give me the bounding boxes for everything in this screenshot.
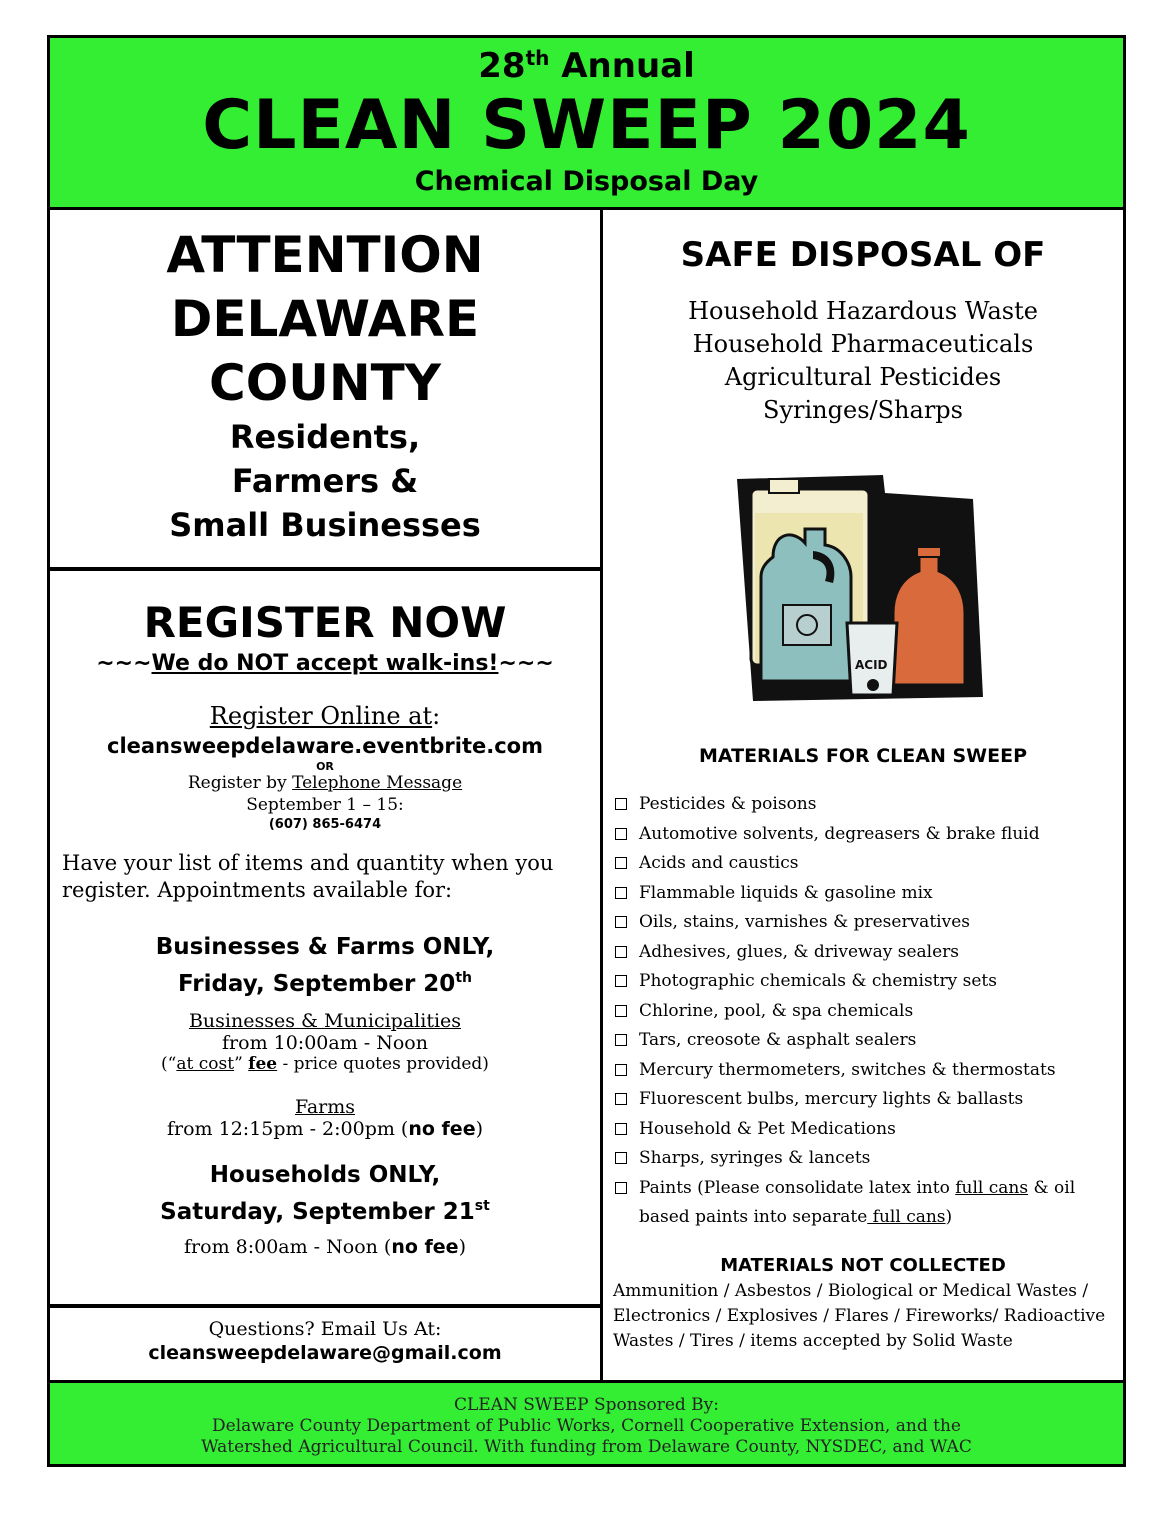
material-item: Photographic chemicals & chemistry sets — [615, 967, 1123, 997]
safe-disposal-item: Household Hazardous Waste — [688, 297, 1038, 325]
tilde-left: ~~~ — [96, 651, 152, 676]
material-item: Acids and caustics — [615, 849, 1123, 879]
questions-label: Questions? Email Us At: — [208, 1318, 442, 1340]
business-date-suffix: th — [455, 970, 472, 986]
acid-label: ACID — [855, 658, 888, 672]
annual-suffix: th — [525, 46, 550, 70]
paints-text: Paints (Please consolidate latex into — [639, 1177, 956, 1198]
muni-label: Businesses & Municipalities — [188, 1010, 462, 1032]
not-collected-heading: MATERIALS NOT COLLECTED — [720, 1255, 1006, 1276]
online-label: Register Online at — [209, 702, 433, 730]
phone-number: (607) 865-6474 — [268, 817, 382, 832]
audience-line: Residents, — [229, 418, 421, 456]
cost-rest: - price quotes provided) — [277, 1054, 489, 1074]
safe-disposal-list — [603, 295, 1123, 427]
household-close: ) — [458, 1236, 466, 1258]
online-colon: : — [432, 702, 441, 730]
footer-line: Watershed Agricultural Council. With funding from Delaware County, NYSDEC, and WAC — [201, 1437, 972, 1457]
household-heading-1: Households ONLY, — [209, 1162, 441, 1188]
business-heading-2 — [50, 963, 600, 1000]
materials-heading: MATERIALS FOR CLEAN SWEEP — [698, 745, 1028, 767]
paints-full-cans: full cans — [955, 1177, 1029, 1198]
cost-line — [50, 1054, 600, 1074]
event-title: CLEAN SWEEP 2024 — [202, 86, 971, 165]
household-fee: no fee — [391, 1236, 459, 1258]
material-item: Household & Pet Medications — [615, 1115, 1123, 1145]
cost-open: (“ — [161, 1054, 177, 1074]
chemical-containers-illustration — [733, 473, 993, 703]
attention-line: DELAWARE — [170, 290, 480, 348]
right-column — [603, 223, 1123, 1351]
farms-fee: no fee — [408, 1118, 476, 1140]
muni-label-line — [50, 1010, 600, 1032]
register-heading: REGISTER NOW — [143, 598, 507, 647]
farms-label-line — [50, 1096, 600, 1118]
section-divider-2 — [50, 1304, 601, 1308]
event-subtitle: Chemical Disposal Day — [414, 166, 759, 197]
not-collected-text: Ammunition / Asbestos / Biological or Medical Wastes / Electronics / Explosives / Flares / Fireworks/ Radioactive Wastes / Tires / items accepted by Solid Waste — [613, 1281, 1106, 1351]
cost-label: at cost — [176, 1054, 235, 1074]
paints-text: ) — [945, 1207, 953, 1227]
farms-time-line — [50, 1118, 600, 1140]
muni-time: from 10:00am - Noon — [222, 1032, 428, 1054]
flyer-frame — [47, 35, 1126, 1467]
online-label-line — [50, 702, 600, 730]
farms-time: from 12:15pm - 2:00pm ( — [167, 1118, 409, 1140]
annual-number: 28 — [478, 46, 526, 86]
material-item: Sharps, syringes & lancets — [615, 1144, 1123, 1174]
household-heading-2 — [50, 1191, 600, 1228]
business-date: Friday, September 20 — [178, 971, 456, 997]
paints-text: & oil based paints into separate — [639, 1177, 1076, 1227]
phone-dates: September 1 – 15: — [246, 795, 404, 815]
footer-line: Delaware County Department of Public Works, Cornell Cooperative Extension, and the — [212, 1416, 961, 1436]
tilde-right: ~~~ — [498, 651, 554, 676]
safe-disposal-item: Household Pharmaceuticals — [692, 330, 1034, 358]
material-item: Chlorine, pool, & spa chemicals — [615, 997, 1123, 1027]
material-item: Oils, stains, varnishes & preservatives — [615, 908, 1123, 938]
household-date-suffix: st — [474, 1198, 490, 1214]
questions-section — [50, 1317, 600, 1365]
cost-fee: fee — [248, 1054, 278, 1074]
register-section — [50, 595, 600, 1258]
phone-label: Telephone Message — [292, 773, 463, 793]
household-time: from 8:00am - Noon ( — [184, 1236, 392, 1258]
section-divider-1 — [50, 567, 601, 571]
material-item: Mercury thermometers, switches & thermostats — [615, 1056, 1123, 1086]
attention-line: COUNTY — [209, 354, 441, 412]
online-url-link[interactable]: cleansweepdelaware.eventbrite.com — [107, 734, 543, 758]
cost-quote: ” — [234, 1054, 249, 1074]
material-item: Tars, creosote & asphalt sealers — [615, 1026, 1123, 1056]
walkins-text: We do NOT accept walk-ins! — [151, 651, 499, 676]
material-item: Pesticides & poisons — [615, 790, 1123, 820]
phone-prefix: Register by — [187, 773, 293, 793]
material-item-paints — [615, 1174, 1123, 1233]
audience-line: Farmers & — [231, 462, 419, 500]
farms-close: ) — [475, 1118, 483, 1140]
safe-disposal-heading: SAFE DISPOSAL OF — [680, 235, 1046, 275]
safe-disposal-item: Agricultural Pesticides — [724, 363, 1002, 391]
household-time-line — [50, 1236, 600, 1258]
or-separator: OR — [316, 760, 334, 773]
material-item: Flammable liquids & gasoline mix — [615, 879, 1123, 909]
phone-line — [50, 773, 600, 793]
audience-line: Small Businesses — [169, 506, 481, 544]
materials-list — [603, 790, 1123, 1233]
household-date: Saturday, September 21 — [160, 1199, 475, 1225]
paints-full-cans: full cans — [867, 1207, 946, 1227]
list-note: Have your list of items and quantity when you register. Appointments available for: — [62, 851, 554, 902]
annual-word: Annual — [561, 46, 695, 86]
material-item: Fluorescent bulbs, mercury lights & ballasts — [615, 1085, 1123, 1115]
contact-email-link[interactable]: cleansweepdelaware@gmail.com — [148, 1342, 502, 1364]
business-heading-1: Businesses & Farms ONLY, — [155, 934, 495, 960]
annual-line — [50, 46, 1123, 86]
footer-banner — [50, 1380, 1123, 1464]
footer-line: CLEAN SWEEP Sponsored By: — [453, 1395, 719, 1415]
farms-label: Farms — [294, 1096, 356, 1118]
walkins-notice — [50, 651, 600, 676]
material-item: Automotive solvents, degreasers & brake fluid — [615, 820, 1123, 850]
header-banner — [50, 38, 1123, 210]
attention-line: ATTENTION — [166, 226, 484, 284]
material-item: Adhesives, glues, & driveway sealers — [615, 938, 1123, 968]
safe-disposal-item: Syringes/Sharps — [763, 396, 963, 424]
attention-section — [50, 223, 600, 547]
